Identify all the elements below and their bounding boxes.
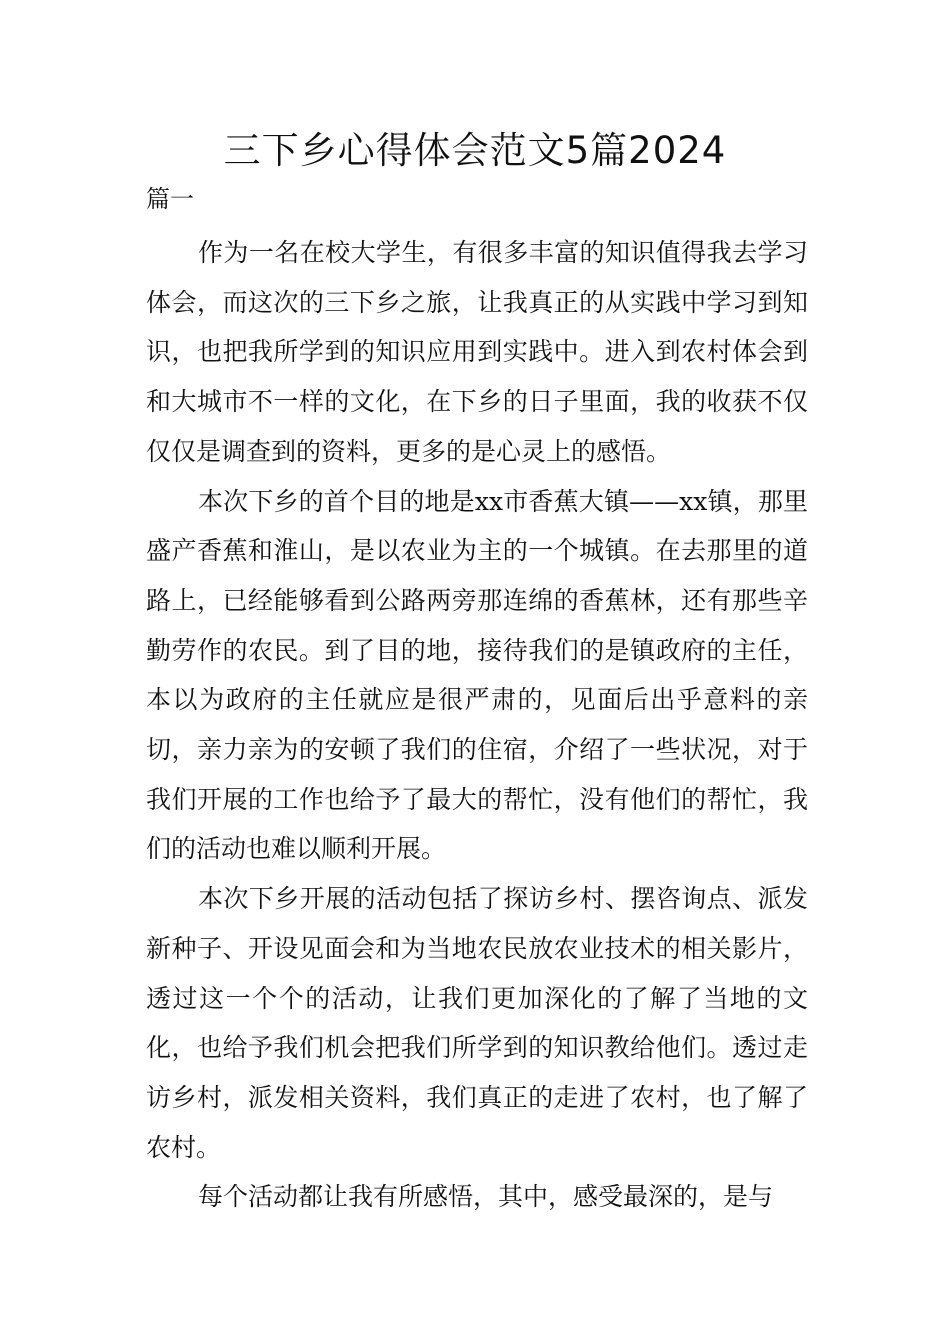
paragraph: 本次下乡开展的活动包括了探访乡村、摆咨询点、派发新种子、开设见面会和为当地农民放农业技术的相关影片，透过这一个个的活动，让我们更加深化的了解了当地的文化，也给予我们机会把我们所学到的知识教给他们。透过走访乡村，派发相关资料，我们真正的走进了农村，也了解了农村。 — [146, 884, 808, 1162]
document-title: 三下乡心得体会范文5篇2024 — [223, 129, 727, 172]
paragraph: 每个活动都让我有所感悟，其中，感受最深的，是与 — [198, 1182, 774, 1212]
document-body — [146, 228, 808, 1222]
paragraph: 本次下乡的首个目的地是xx市香蕉大镇——xx镇，那里盛产香蕉和淮山，是以农业为主的一个城镇。在去那里的道路上，已经能够看到公路两旁那连绵的香蕉林，还有那些辛勤劳作的农民。到了目的地，接待我们的是镇政府的主任，本以为政府的主任就应是很严肃的，见面后出乎意料的亲切，亲力亲为的安顿了我们的住宿，介绍了一些状况，对于我们开展的工作也给予了最大的帮忙，没有他们的帮忙，我们的活动也难以顺利开展。 — [146, 486, 808, 864]
section-label: 篇一 — [146, 185, 194, 213]
paragraph: 作为一名在校大学生，有很多丰富的知识值得我去学习体会，而这次的三下乡之旅，让我真正的从实践中学习到知识，也把我所学到的知识应用到实践中。进入到农村体会到和大城市不一样的文化，在下乡的日子里面，我的收获不仅仅仅是调查到的资料，更多的是心灵上的感悟。 — [146, 238, 808, 466]
